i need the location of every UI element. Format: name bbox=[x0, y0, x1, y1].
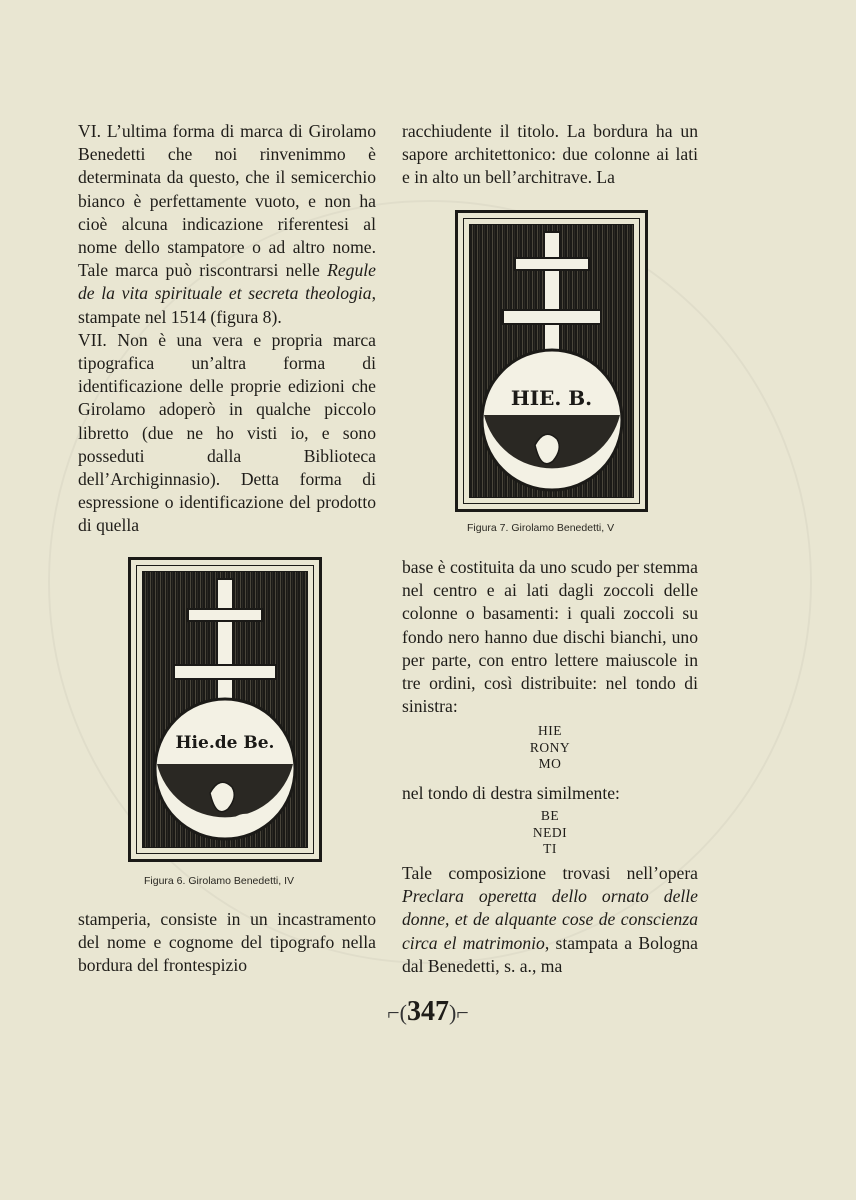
disc-line: MO bbox=[538, 756, 562, 771]
left-disc-letters bbox=[402, 723, 698, 773]
ornament-right: )⌐ bbox=[449, 1000, 469, 1025]
disc-line: TI bbox=[543, 841, 557, 856]
right-column-top bbox=[402, 120, 698, 190]
paragraph-vi-end: , stampate nel 1514 (figura 8). bbox=[78, 283, 376, 327]
page-number-value: 347 bbox=[407, 996, 449, 1027]
printer-mark-cross-icon bbox=[128, 557, 322, 862]
paragraph-bordura: racchiudente il titolo. La bordura ha un sapore architettonico: due colonne ai lati e in alto un bell’architrave. La bbox=[402, 121, 698, 188]
paragraph-base: base è costituita da uno scudo per stemma nel centro e ai lati dagli zoccoli delle colonne o basamenti: i quali zoccoli su fondo nero hanno due dischi bianchi, uno per parte, con entro lettere maiuscole in tre ordini, così distribuite: nel tondo di sinistra: bbox=[402, 557, 698, 717]
disc-line: BE bbox=[540, 808, 560, 823]
title-regule: Regule de la vita spirituale et secreta theologia bbox=[78, 260, 376, 304]
right-disc-letters bbox=[402, 808, 698, 858]
paragraph-vi-text: VI. L’ultima forma di marca di Girolamo Benedetti che noi rinvenimmo è determinata da questo, che il semicerchio bianco è perfettamente vuoto, e non ha cioè alcuna indicazione riferentesi al nome dello stampatore o ad altro nome. Tale marca può riscontrarsi nelle bbox=[78, 121, 376, 281]
figure-7-caption: Figura 7. Girolamo Benedetti, V bbox=[467, 522, 615, 534]
figure-6-frame bbox=[128, 557, 322, 862]
disc-line: NEDI bbox=[532, 824, 568, 840]
paragraph-stamperia: stamperia, consiste in un incastramento del nome e cognome del tipografo nella bordura del frontespizio bbox=[78, 909, 376, 976]
page-number bbox=[0, 996, 856, 1028]
disc-line: RONY bbox=[529, 739, 571, 755]
figure-7 bbox=[455, 210, 648, 534]
paragraph-vi bbox=[78, 120, 376, 329]
ornament-left: ⌐( bbox=[387, 1000, 407, 1025]
paragraph-composizione-text: Tale composizione trovasi nell’opera bbox=[402, 863, 698, 883]
figure-7-mark-text: HIE. B. bbox=[510, 386, 593, 410]
paragraph-destra: nel tondo di destra similmente: bbox=[402, 783, 620, 803]
disc-line: HIE bbox=[538, 723, 562, 738]
figure-6 bbox=[128, 557, 322, 887]
printer-mark-cross-icon bbox=[455, 210, 648, 512]
right-column-mid bbox=[402, 556, 698, 718]
title-preclara: Preclara operetta dello ornato delle donne, et de alquante cose de conscienza circa el matrimonio bbox=[402, 886, 698, 953]
left-column-top bbox=[78, 120, 376, 538]
paragraph-composizione bbox=[402, 862, 698, 978]
right-column-bottom bbox=[402, 862, 698, 978]
figure-6-caption: Figura 6. Girolamo Benedetti, IV bbox=[144, 875, 294, 887]
left-column-bottom bbox=[78, 908, 376, 978]
figure-7-frame bbox=[455, 210, 648, 512]
paragraph-composizione-end: , stampata a Bologna dal Benedetti, s. a., ma bbox=[402, 932, 698, 976]
right-column-between bbox=[402, 782, 698, 805]
paragraph-vii: VII. Non è una vera e propria marca tipografica un’altra forma di identificazione delle proprie edizioni che Girolamo adoperò in qualche piccolo libretto (due ne ho visti io, e sono posseduti dalla Biblioteca dell’Archiginnasio). Detta forma di espressione o identificazione del prodotto di quella bbox=[78, 329, 376, 536]
figure-6-mark-text: Hie.de Be. bbox=[175, 733, 275, 753]
